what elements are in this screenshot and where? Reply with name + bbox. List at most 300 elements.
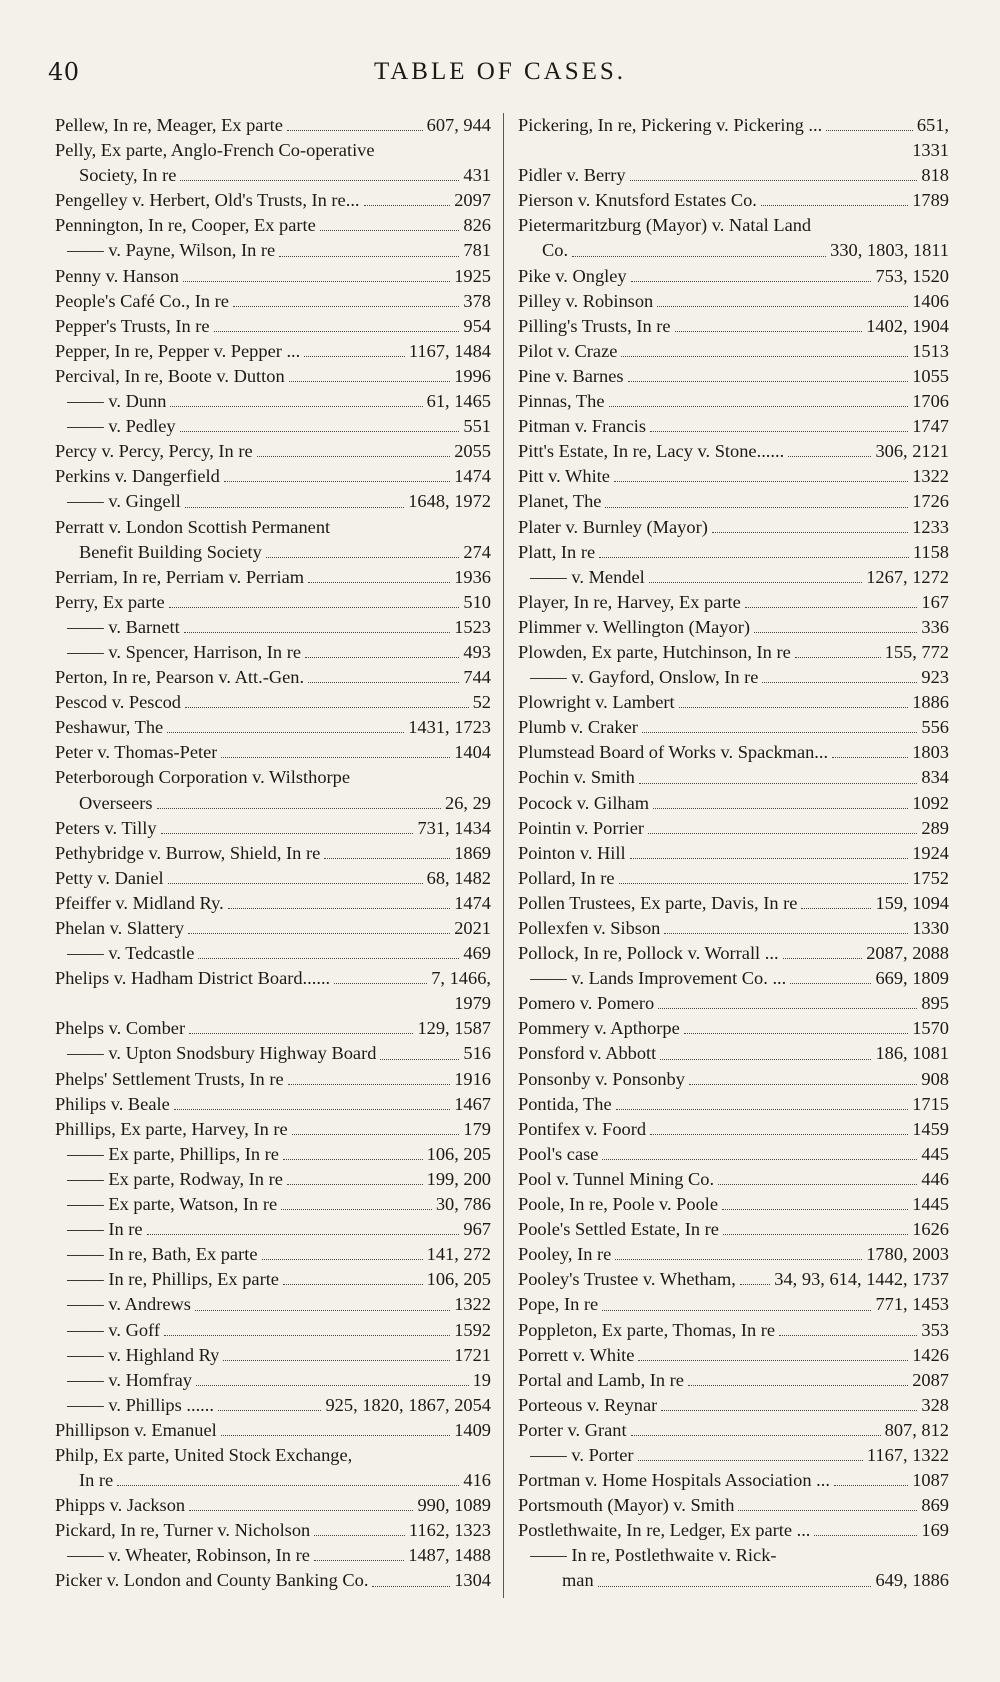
index-entry	[55, 238, 491, 263]
page-references: 169	[921, 1520, 949, 1541]
case-name: People's Café Co., In re	[55, 290, 229, 311]
index-entry	[518, 540, 949, 565]
index-entry	[518, 615, 949, 640]
index-entry	[55, 640, 491, 665]
dot-leader	[161, 816, 414, 834]
case-name: Pitt v. White	[518, 466, 610, 487]
index-entry	[518, 891, 949, 916]
case-name: Pilling's Trusts, In re	[518, 315, 671, 336]
page-references: 306, 2121	[875, 441, 949, 462]
case-name: Peter v. Thomas-Peter	[55, 742, 218, 763]
index-entry	[518, 565, 949, 590]
dot-leader	[320, 213, 460, 231]
case-name: Peters v. Tilly	[55, 817, 157, 838]
index-entry	[518, 163, 949, 188]
page-references: 1322	[912, 466, 949, 487]
page-references: 925, 1820, 1867, 2054	[325, 1394, 491, 1415]
page-references: 1158	[912, 541, 949, 562]
dot-leader	[157, 791, 441, 809]
case-name: Pierson v. Knutsford Estates Co.	[518, 190, 757, 211]
index-entry	[518, 866, 949, 891]
case-name: Pilot v. Craze	[518, 340, 618, 361]
page-references: 807, 812	[884, 1419, 949, 1440]
index-entry	[518, 515, 949, 540]
index-entry	[518, 740, 949, 765]
page-references: 1474	[454, 466, 491, 487]
index-entry	[55, 1393, 491, 1418]
case-name: Benefit Building Society	[79, 541, 262, 562]
dot-leader	[288, 1067, 451, 1085]
page-references: 2021	[454, 918, 491, 938]
index-entry	[55, 1518, 491, 1543]
case-name: Pointin v. Porrier	[518, 817, 645, 838]
dot-leader	[147, 1217, 460, 1235]
dot-leader	[304, 339, 405, 357]
index-entry	[55, 1343, 491, 1368]
page-references: 744	[463, 667, 491, 688]
case-name: —— v. Barnett	[67, 616, 180, 637]
case-name: Porter v. Grant	[518, 1419, 627, 1440]
case-name: Pontifex v. Foord	[518, 1118, 647, 1139]
dot-leader	[615, 1242, 862, 1260]
index-entry	[55, 1543, 491, 1568]
case-name: Percival, In re, Boote v. Dutton	[55, 365, 285, 386]
dot-leader	[598, 1568, 872, 1586]
index-entry	[55, 1217, 491, 1242]
dot-leader	[688, 1368, 908, 1386]
dot-leader	[188, 916, 450, 934]
dot-leader	[233, 289, 460, 307]
index-entry	[55, 213, 491, 238]
index-entry	[55, 289, 491, 314]
index-entry	[55, 966, 491, 991]
page-references: 1331	[912, 140, 949, 161]
case-name: —— v. Andrews	[67, 1294, 191, 1315]
page-references: 1267, 1272	[866, 566, 949, 587]
dot-leader	[198, 941, 459, 959]
page-references: 1925	[454, 265, 491, 286]
dot-leader	[631, 264, 872, 282]
dot-leader	[638, 1443, 863, 1461]
dot-leader	[380, 1041, 459, 1059]
page-references: 2097	[454, 190, 491, 211]
dot-leader	[164, 1318, 450, 1336]
dot-leader	[650, 1117, 908, 1135]
case-name: Plimmer v. Wellington (Mayor)	[518, 616, 750, 637]
page-references: 179	[463, 1118, 491, 1139]
dot-leader	[228, 891, 451, 909]
index-entry	[518, 1242, 949, 1267]
case-name: Society, In re	[79, 165, 177, 186]
dot-leader	[642, 715, 918, 733]
index-entry	[518, 1518, 949, 1543]
dot-leader	[308, 565, 450, 583]
case-name: —— v. Dunn	[67, 391, 167, 412]
right-column	[518, 113, 949, 1594]
page-references: 1233	[912, 516, 949, 537]
case-name: Pontida, The	[518, 1093, 612, 1114]
page-references: 1570	[912, 1018, 949, 1039]
dot-leader	[279, 238, 459, 256]
page-references: 1459	[912, 1118, 949, 1139]
index-entry	[55, 1142, 491, 1167]
page-references: 1803	[912, 742, 949, 763]
index-entry	[55, 264, 491, 289]
page-references: 869	[921, 1495, 949, 1516]
index-entry	[55, 364, 491, 389]
index-entry	[518, 1092, 949, 1117]
dot-leader	[218, 1393, 322, 1411]
page-references: 895	[921, 993, 949, 1014]
page-references: 516	[463, 1043, 491, 1064]
index-entry	[518, 1016, 949, 1041]
dot-leader	[221, 1418, 450, 1436]
case-name: Player, In re, Harvey, Ex parte	[518, 591, 741, 612]
case-name: Phelips v. Hadham District Board......	[55, 968, 331, 989]
index-entry	[55, 1167, 491, 1192]
page-references: 1747	[912, 416, 949, 437]
dot-leader	[289, 364, 451, 382]
index-entry	[518, 640, 949, 665]
dot-leader	[262, 1242, 423, 1260]
index-entry	[518, 665, 949, 690]
case-name: —— v. Lands Improvement Co. ...	[530, 968, 787, 989]
page-references: 1404	[454, 742, 491, 763]
page-references: 1167, 1322	[866, 1444, 949, 1465]
index-entry	[518, 489, 949, 514]
index-entry	[55, 1292, 491, 1317]
dot-leader	[745, 590, 918, 608]
case-name: Pelly, Ex parte, Anglo-French Co-operative	[55, 140, 375, 161]
dot-leader	[308, 665, 459, 683]
page-references: 669, 1809	[875, 968, 949, 989]
page-references: 2087	[912, 1369, 949, 1390]
case-name: Pilley v. Robinson	[518, 290, 654, 311]
page-references: 52	[472, 692, 491, 713]
dot-leader	[740, 1267, 770, 1285]
index-entry	[55, 665, 491, 690]
case-name: Pinnas, The	[518, 391, 605, 412]
index-entry	[55, 891, 491, 916]
index-entry	[518, 188, 949, 213]
dot-leader	[223, 1343, 450, 1361]
index-entry	[518, 238, 949, 263]
index-entry	[518, 464, 949, 489]
index-entry	[518, 1192, 949, 1217]
dot-leader	[614, 464, 908, 482]
index-entry	[518, 213, 949, 238]
page-references: 1445	[912, 1194, 949, 1215]
index-entry	[55, 1493, 491, 1518]
index-entry	[518, 1142, 949, 1167]
case-name: Pickering, In re, Pickering v. Pickering ...	[518, 115, 823, 135]
dot-leader	[283, 1267, 423, 1285]
case-name: Pollard, In re	[518, 867, 615, 888]
case-name: Pollen Trustees, Ex parte, Davis, In re	[518, 892, 798, 913]
index-entry	[55, 740, 491, 765]
dot-leader	[661, 1393, 917, 1411]
page-references: 1409	[454, 1419, 491, 1440]
page-references: 30, 786	[435, 1194, 491, 1215]
case-name: Pine v. Barnes	[518, 365, 624, 386]
case-name: Perratt v. London Scottish Permanent	[55, 516, 331, 537]
case-name: Phipps v. Jackson	[55, 1495, 186, 1516]
dot-leader	[602, 1292, 871, 1310]
case-name: Phillipson v. Emanuel	[55, 1419, 217, 1440]
case-name: In re	[79, 1470, 114, 1491]
index-entry	[518, 364, 949, 389]
case-name: Plowright v. Lambert	[518, 692, 675, 713]
case-name: Phillips, Ex parte, Harvey, In re	[55, 1118, 288, 1139]
case-name: —— v. Payne, Wilson, In re	[67, 240, 276, 261]
case-name: Pocock v. Gilham	[518, 792, 650, 813]
index-entry	[55, 1368, 491, 1393]
dot-leader	[281, 1192, 432, 1210]
index-entry	[55, 765, 491, 790]
page-references: 469	[463, 943, 491, 964]
dot-leader	[675, 314, 863, 332]
dot-leader	[189, 1016, 413, 1034]
dot-leader	[287, 1167, 423, 1185]
page-references: 330, 1803, 1811	[830, 240, 949, 261]
dot-leader	[616, 1092, 909, 1110]
page-references: 990, 1089	[417, 1495, 491, 1516]
dot-leader	[628, 364, 909, 382]
index-entry	[518, 966, 949, 991]
case-name: Percy v. Percy, Percy, In re	[55, 441, 253, 462]
case-name: Penny v. Hanson	[55, 265, 179, 286]
page-references: 1924	[912, 842, 949, 863]
case-name: Pickard, In re, Turner v. Nicholson	[55, 1520, 311, 1541]
index-entry	[55, 615, 491, 640]
index-entry	[518, 1217, 949, 1242]
page-references: 954	[463, 315, 491, 336]
page-references: 289	[921, 817, 949, 838]
page-references: 649, 1886	[875, 1570, 949, 1591]
dot-leader	[832, 740, 908, 758]
dot-leader	[664, 916, 908, 934]
dot-leader	[169, 590, 460, 608]
page-references: 141, 272	[426, 1244, 491, 1265]
page-references: 68, 1482	[426, 867, 491, 888]
index-entry	[518, 339, 949, 364]
case-name: —— v. Goff	[67, 1319, 160, 1340]
index-entry	[55, 515, 491, 540]
page-references: 1648, 1972	[408, 491, 491, 512]
page-references: 1886	[912, 692, 949, 713]
dot-leader	[167, 715, 404, 733]
index-entry	[518, 1418, 949, 1443]
index-entry	[518, 1167, 949, 1192]
dot-leader	[657, 289, 908, 307]
index-entry	[55, 1318, 491, 1343]
index-entry	[55, 791, 491, 816]
page-references: 1715	[912, 1093, 949, 1114]
case-name: Planet, The	[518, 491, 602, 512]
page-references: 818	[921, 165, 949, 186]
case-name: Pollexfen v. Sibson	[518, 918, 661, 938]
dot-leader	[196, 1368, 469, 1386]
case-name: Phelan v. Slattery	[55, 918, 185, 938]
case-name: Pitman v. Francis	[518, 416, 647, 437]
page-references: 378	[463, 290, 491, 311]
index-entry	[55, 565, 491, 590]
case-name: Porteous v. Reynar	[518, 1394, 658, 1415]
index-entry	[518, 690, 949, 715]
page-references: 2087, 2088	[866, 943, 949, 964]
dot-leader	[754, 615, 917, 633]
case-name: —— v. Highland Ry	[67, 1344, 220, 1365]
dot-leader	[630, 841, 909, 859]
page-references: 1167, 1484	[408, 340, 491, 361]
case-name: Perry, Ex parte	[55, 591, 165, 612]
index-entry	[518, 1292, 949, 1317]
index-entry	[518, 841, 949, 866]
case-name: Pescod v. Pescod	[55, 692, 181, 713]
index-entry	[518, 1568, 949, 1593]
index-entry	[518, 1067, 949, 1092]
dot-leader	[221, 740, 450, 758]
index-entry	[55, 1117, 491, 1142]
case-name: Phelps v. Comber	[55, 1018, 186, 1039]
page-references: 1523	[454, 616, 491, 637]
dot-leader	[180, 163, 459, 181]
page-references: 274	[463, 541, 491, 562]
index-entry	[55, 138, 491, 163]
dot-leader	[762, 665, 917, 683]
case-name: Plater v. Burnley (Mayor)	[518, 516, 708, 537]
case-name: —— v. Spencer, Harrison, In re	[67, 641, 302, 662]
case-name: —— v. Mendel	[530, 566, 645, 587]
index-entry	[55, 1067, 491, 1092]
index-entry	[518, 941, 949, 966]
page-references: 923	[921, 667, 949, 688]
dot-leader	[599, 540, 909, 558]
case-name: —— Ex parte, Phillips, In re	[67, 1143, 279, 1164]
case-name: —— v. Gingell	[67, 491, 181, 512]
page-references: 106, 205	[426, 1269, 491, 1290]
index-entry	[518, 1041, 949, 1066]
dot-leader	[653, 791, 908, 809]
dot-leader	[170, 389, 422, 407]
dot-leader	[364, 188, 451, 206]
index-entry	[55, 1041, 491, 1066]
dot-leader	[761, 188, 908, 206]
page-references: 7, 1466,	[431, 968, 491, 989]
index-entry	[55, 1192, 491, 1217]
case-name: —— v. Wheater, Robinson, In re	[67, 1545, 310, 1566]
dot-leader	[722, 1192, 908, 1210]
dot-leader	[788, 439, 871, 457]
index-entry	[55, 113, 491, 138]
index-entry	[55, 1443, 491, 1468]
page-references: 1752	[912, 867, 949, 888]
case-name: —— Ex parte, Rodway, In re	[67, 1168, 283, 1189]
index-entry	[518, 439, 949, 464]
page-references: 1092	[912, 792, 949, 813]
page-references: 2055	[454, 441, 491, 462]
dot-leader	[287, 113, 423, 131]
index-entry	[55, 816, 491, 841]
page-references: 1162, 1323	[408, 1520, 491, 1541]
dot-leader	[712, 515, 908, 533]
case-name: —— v. Upton Snodsbury Highway Board	[67, 1043, 377, 1064]
dot-leader	[195, 1292, 450, 1310]
dot-leader	[679, 690, 909, 708]
page-references: 328	[921, 1394, 949, 1415]
page-references: 336	[921, 616, 949, 637]
case-name: Pointon v. Hill	[518, 842, 626, 863]
page-references: 1402, 1904	[866, 315, 949, 336]
index-entry	[55, 314, 491, 339]
page-references: 510	[463, 591, 491, 612]
case-name: Ponsford v. Abbott	[518, 1043, 657, 1064]
index-entry	[518, 715, 949, 740]
index-entry	[518, 1267, 949, 1292]
page-references: 129, 1587	[417, 1018, 491, 1039]
dot-leader	[117, 1468, 459, 1486]
case-name: Philips v. Beale	[55, 1093, 170, 1114]
case-name: Perton, In re, Pearson v. Att.-Gen.	[55, 667, 305, 688]
case-name: Pommery v. Apthorpe	[518, 1018, 680, 1039]
dot-leader	[305, 640, 459, 658]
page-references: 731, 1434	[417, 817, 491, 838]
page-header	[0, 58, 1000, 98]
dot-leader	[609, 389, 909, 407]
page-references: 446	[921, 1168, 949, 1189]
page-references: 834	[921, 767, 949, 788]
case-name: Pengelley v. Herbert, Old's Trusts, In re...	[55, 190, 360, 211]
case-name: Pomero v. Pomero	[518, 993, 655, 1014]
page-references: 1330	[912, 918, 949, 938]
dot-leader	[602, 1142, 917, 1160]
dot-leader	[257, 439, 451, 457]
page-references: 186, 1081	[875, 1043, 949, 1064]
case-name: —— v. Homfray	[67, 1369, 192, 1390]
index-entry	[518, 264, 949, 289]
page-references: 1304	[454, 1570, 491, 1591]
dot-leader	[649, 565, 862, 583]
page-references: 1936	[454, 566, 491, 587]
dot-leader	[801, 891, 871, 909]
case-name: Pochin v. Smith	[518, 767, 635, 788]
dot-leader	[638, 1343, 908, 1361]
page-references: 416	[463, 1470, 491, 1491]
index-entry	[55, 464, 491, 489]
page-references: 551	[463, 416, 491, 437]
dot-leader	[738, 1493, 917, 1511]
page-references: 1467	[454, 1093, 491, 1114]
case-name: Plumstead Board of Works v. Spackman...	[518, 742, 829, 763]
case-name: Phelps' Settlement Trusts, In re	[55, 1068, 284, 1089]
dot-leader	[372, 1568, 450, 1586]
page-references: 167	[921, 591, 949, 612]
case-name: man	[562, 1570, 594, 1591]
case-name: —— v. Pedley	[67, 416, 176, 437]
dot-leader	[619, 866, 909, 884]
case-name: Pike v. Ongley	[518, 265, 627, 286]
index-entry	[518, 138, 949, 163]
index-entry	[518, 1368, 949, 1393]
case-name: Pfeiffer v. Midland Ry.	[55, 892, 224, 913]
case-name: Plowden, Ex parte, Hutchinson, In re	[518, 641, 791, 662]
dot-leader	[334, 966, 427, 984]
index-entry	[518, 991, 949, 1016]
index-entry	[518, 389, 949, 414]
page-references: 1513	[912, 340, 949, 361]
page-references: 651,	[916, 115, 949, 135]
case-name: —— In re	[67, 1219, 143, 1240]
